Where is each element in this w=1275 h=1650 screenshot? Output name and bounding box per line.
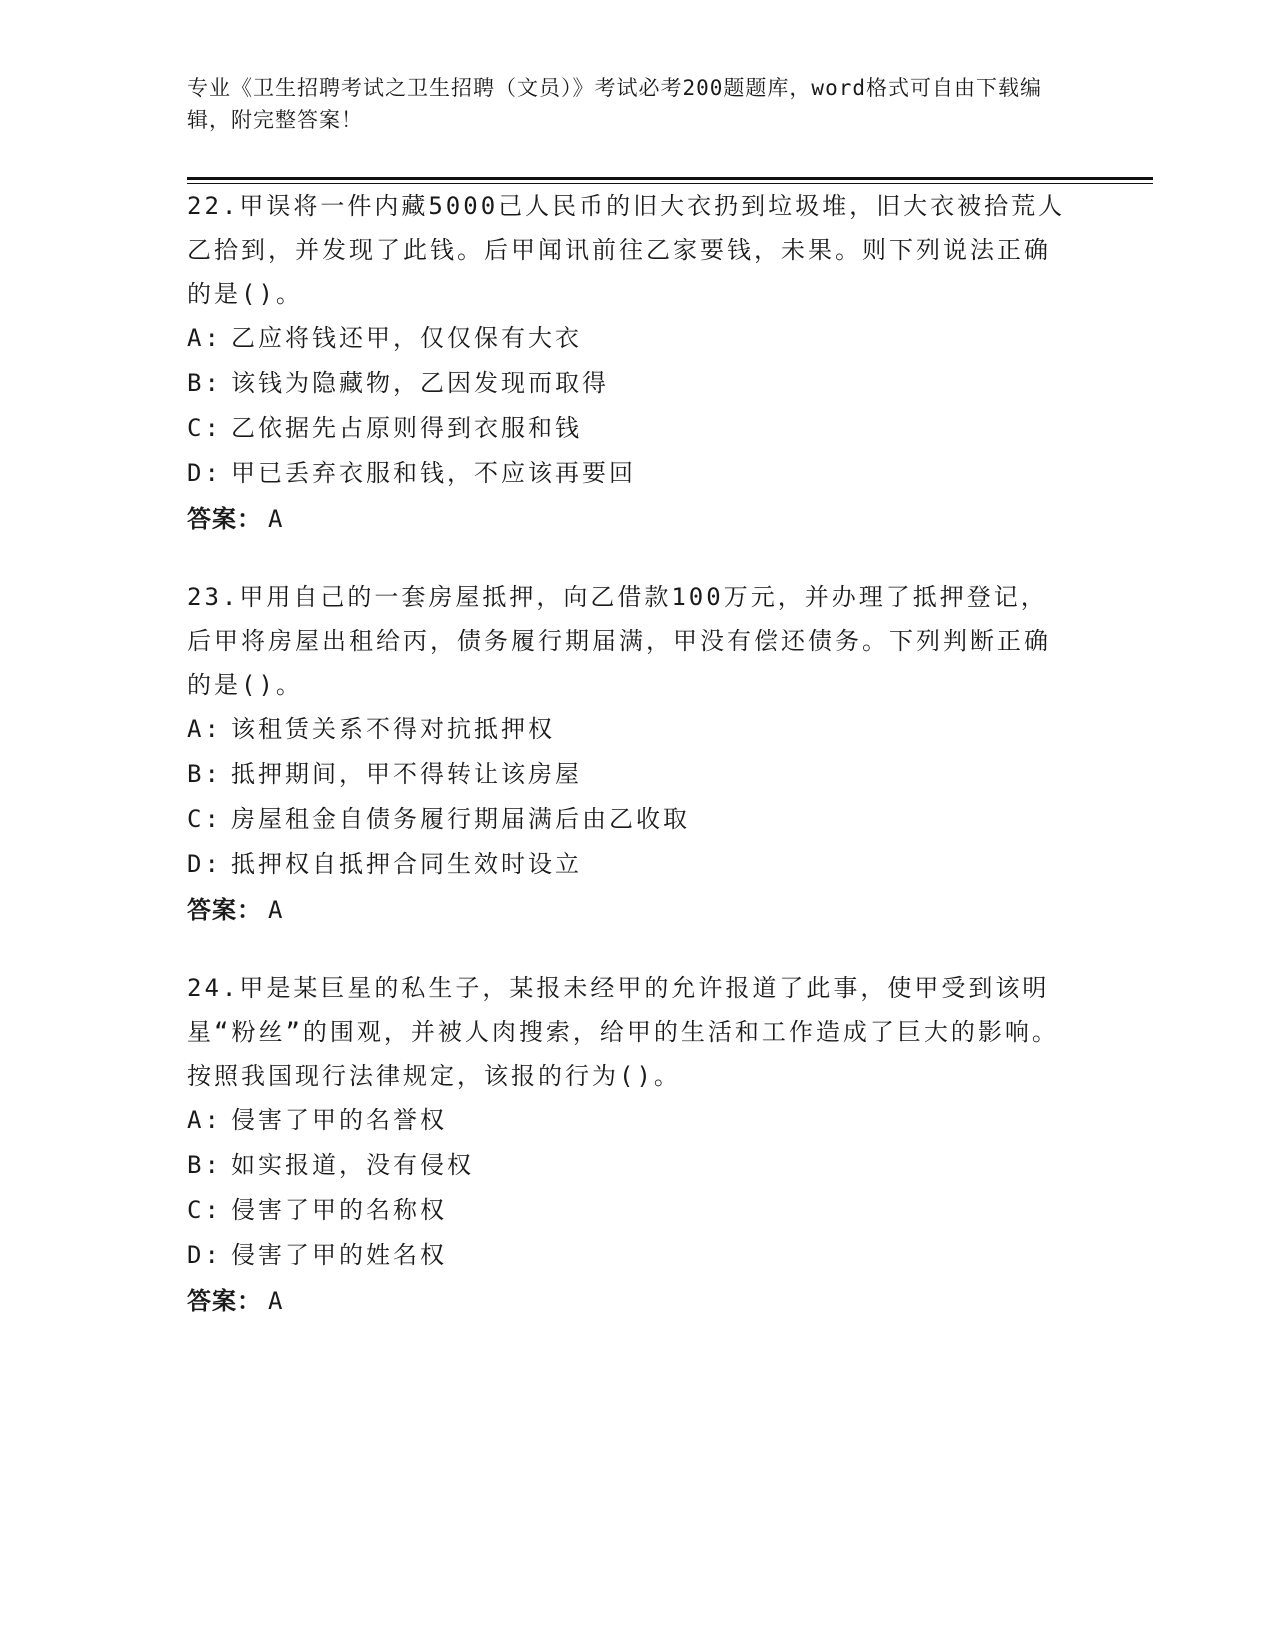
option-text: 房屋租金自债务履行期届满后由乙收取 bbox=[231, 805, 690, 833]
option-letter: B: bbox=[187, 760, 222, 788]
option-letter: C: bbox=[187, 414, 222, 442]
option-letter: C: bbox=[187, 805, 222, 833]
answer-value: A bbox=[268, 1287, 284, 1315]
option-c bbox=[187, 797, 1067, 842]
option-letter: D: bbox=[187, 850, 222, 878]
option-d bbox=[187, 451, 1067, 496]
option-c bbox=[187, 1188, 1067, 1233]
question-stem: 23.甲用自己的一套房屋抵押，向乙借款100万元，并办理了抵押登记，后甲将房屋出租给丙，债务履行期届满，甲没有偿还债务。下列判断正确的是()。 bbox=[187, 583, 1051, 699]
option-c bbox=[187, 406, 1067, 451]
option-text: 如实报道，没有侵权 bbox=[231, 1151, 474, 1179]
option-letter: A: bbox=[187, 1106, 222, 1134]
answer-line bbox=[187, 887, 1067, 933]
answer-value: A bbox=[268, 896, 284, 924]
option-letter: C: bbox=[187, 1196, 222, 1224]
question-23 bbox=[187, 575, 1067, 933]
answer-label: 答案： bbox=[187, 896, 262, 924]
option-text: 侵害了甲的姓名权 bbox=[231, 1241, 447, 1269]
option-letter: A: bbox=[187, 715, 222, 743]
question-22 bbox=[187, 184, 1067, 542]
option-b bbox=[187, 752, 1067, 797]
header-rule-thick bbox=[187, 177, 1153, 180]
option-d bbox=[187, 1233, 1067, 1278]
option-a bbox=[187, 1098, 1067, 1143]
option-letter: B: bbox=[187, 369, 222, 397]
answer-line bbox=[187, 496, 1067, 542]
option-text: 抵押权自抵押合同生效时设立 bbox=[231, 850, 582, 878]
option-text: 侵害了甲的名称权 bbox=[231, 1196, 447, 1224]
question-24 bbox=[187, 966, 1067, 1324]
option-text: 该租赁关系不得对抗抵押权 bbox=[231, 715, 555, 743]
answer-line bbox=[187, 1278, 1067, 1324]
option-text: 乙应将钱还甲，仅仅保有大衣 bbox=[231, 324, 582, 352]
option-a bbox=[187, 316, 1067, 361]
question-stem: 22.甲误将一件内藏5000己人民币的旧大衣扔到垃圾堆，旧大衣被拾荒人乙拾到，并发现了此钱。后甲闻讯前往乙家要钱，未果。则下列说法正确的是()。 bbox=[187, 192, 1066, 308]
option-b bbox=[187, 1143, 1067, 1188]
option-a bbox=[187, 707, 1067, 752]
option-text: 甲已丢弃衣服和钱，不应该再要回 bbox=[231, 459, 636, 487]
option-d bbox=[187, 842, 1067, 887]
option-text: 侵害了甲的名誉权 bbox=[231, 1106, 447, 1134]
answer-label: 答案： bbox=[187, 505, 262, 533]
option-letter: D: bbox=[187, 459, 222, 487]
option-text: 抵押期间，甲不得转让该房屋 bbox=[231, 760, 582, 788]
option-letter: A: bbox=[187, 324, 222, 352]
option-text: 该钱为隐藏物，乙因发现而取得 bbox=[231, 369, 609, 397]
answer-label: 答案： bbox=[187, 1287, 262, 1315]
option-letter: B: bbox=[187, 1151, 222, 1179]
document-header: 专业《卫生招聘考试之卫生招聘（文员）》考试必考200题题库，word格式可自由下载编辑，附完整答案！ bbox=[187, 76, 1042, 132]
option-letter: D: bbox=[187, 1241, 222, 1269]
answer-value: A bbox=[268, 505, 284, 533]
option-b bbox=[187, 361, 1067, 406]
question-stem: 24.甲是某巨星的私生子，某报未经甲的允许报道了此事，使甲受到该明星“粉丝”的围观，并被人肉搜索，给甲的生活和工作造成了巨大的影响。按照我国现行法律规定，该报的行为()。 bbox=[187, 974, 1059, 1090]
option-text: 乙依据先占原则得到衣服和钱 bbox=[231, 414, 582, 442]
